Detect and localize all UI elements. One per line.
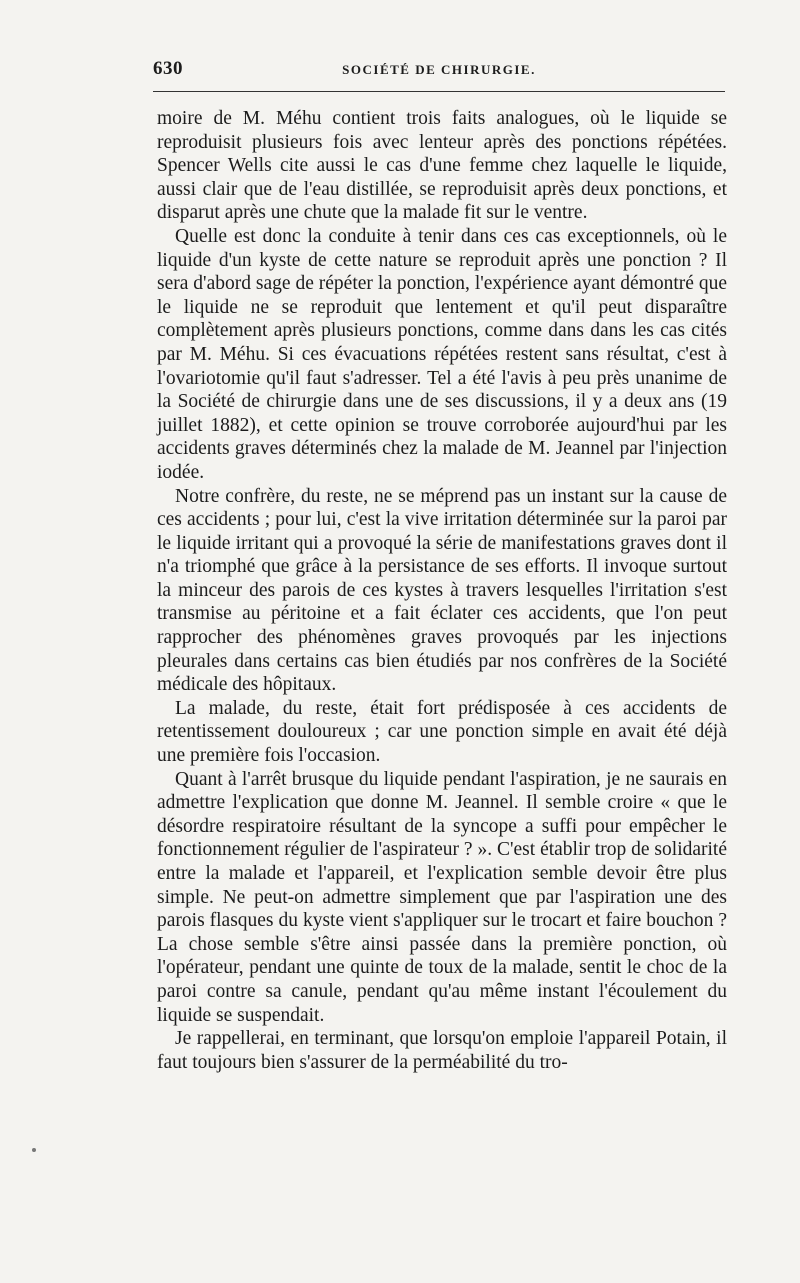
header-rule xyxy=(153,91,725,92)
running-head xyxy=(153,58,725,82)
running-head-title: SOCIÉTÉ DE CHIRURGIE. xyxy=(342,62,536,77)
paragraph: Notre confrère, du reste, ne se méprend pas un instant sur la cause de ces accidents ; pour lui, c'est la vive irritation déterminée sur la paroi par le liquide irritant qui a provoqué la série de manifestations graves dont il n'a triomphé que grâce à la persistance de ses efforts. Il invoque surtout la minceur des parois de ces kystes à travers lesquelles l'irritation s'est transmise au péritoine et a fait éclater ces accidents, que l'on peut rapprocher des phénomènes graves provoqués par les injections pleurales dans certains cas bien étudiés par nos confrères de la Société médicale des hôpitaux. xyxy=(157,485,727,696)
page-number: 630 xyxy=(153,58,183,79)
paragraph: La malade, du reste, était fort prédisposée à ces accidents de retentissement douloureux ; car une ponction simple en avait été déjà une première fois l'occasion. xyxy=(157,697,727,767)
paragraph: Quant à l'arrêt brusque du liquide pendant l'aspiration, je ne saurais en admettre l'explication que donne M. Jeannel. Il semble croire « que le désordre respiratoire résultant de la syncope a suffi pour empêcher le fonctionnement régulier de l'aspirateur ? ». C'est établir trop de solidarité entre la malade et l'appareil, et l'explication semble devoir être plus simple. Ne peut-on admettre simplement que par l'aspiration une des parois flasques du kyste vient s'appliquer sur le trocart et faire bouchon ? La chose semble s'être ainsi passée dans la première ponction, où l'opérateur, pendant une quinte de toux de la malade, sentit le choc de la paroi contre sa canule, pendant qu'au même instant l'écoulement du liquide se suspendait. xyxy=(157,768,727,1026)
body-text xyxy=(157,107,727,1074)
margin-speck xyxy=(32,1148,36,1152)
paragraph: Quelle est donc la conduite à tenir dans ces cas exceptionnels, où le liquide d'un kyste de cette nature se reproduit après une ponction ? Il sera d'abord sage de répéter la ponction, l'expérience ayant démontré que le liquide ne se reproduit que lentement et qu'il peut disparaître complètement après plusieurs ponctions, comme dans dans les cas cités par M. Méhu. Si ces évacuations répétées restent sans résultat, c'est à l'ovariotomie qu'il faut s'adresser. Tel a été l'avis à peu près unanime de la Société de chirurgie dans une de ses discussions, il y a deux ans (19 juillet 1882), et cette opinion se trouve corroborée aujourd'hui par les accidents graves déterminés chez la malade de M. Jeannel par l'injection iodée. xyxy=(157,225,727,483)
paragraph: moire de M. Méhu contient trois faits analogues, où le liquide se reproduisit plusieurs fois avec lenteur après des ponctions répétées. Spencer Wells cite aussi le cas d'une femme chez laquelle le liquide, aussi clair que de l'eau distillée, se reproduisit après deux ponctions, et disparut après une chute que la malade fit sur le ventre. xyxy=(157,108,727,224)
paragraph: Je rappellerai, en terminant, que lorsqu'on emploie l'appareil Potain, il faut toujours bien s'assurer de la perméabilité du tro- xyxy=(157,1028,727,1073)
